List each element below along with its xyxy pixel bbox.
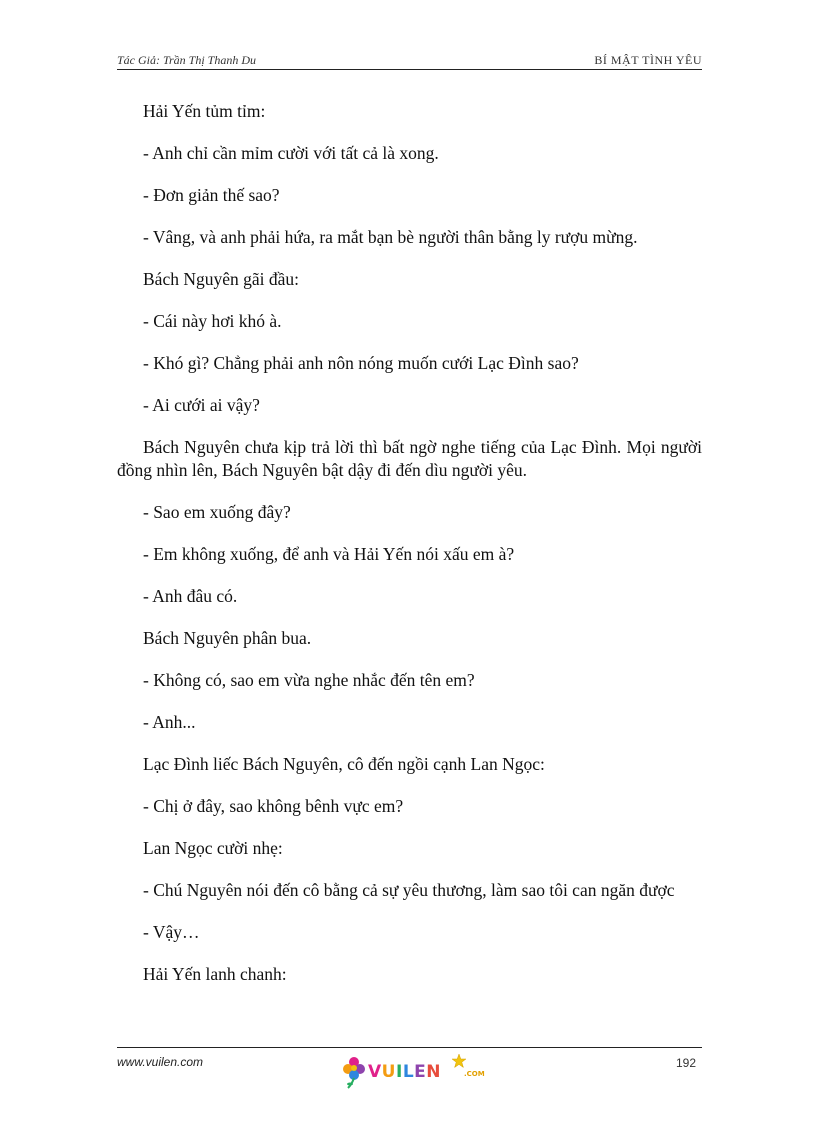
paragraph: - Cái này hơi khó à. [143, 311, 282, 331]
flower-icon [342, 1054, 366, 1090]
logo-letter: I [395, 1062, 403, 1082]
paragraph: - Không có, sao em vừa nghe nhắc đến tên em? [143, 670, 475, 690]
header-book-title: BÍ MẬT TÌNH YÊU [594, 53, 702, 67]
paragraph: Bách Nguyên chưa kịp trả lời thì bất ngờ nghe tiếng của Lạc Đình. Mọi người đồng nhìn lên, Bách Nguyên bật dậy đi đến dìu người yêu. [117, 437, 702, 480]
paragraph: - Em không xuống, để anh và Hải Yến nói xấu em à? [143, 544, 515, 564]
paragraph: - Chú Nguyên nói đến cô bằng cả sự yêu thương, làm sao tôi can ngăn được [143, 880, 675, 900]
logo-letter: N [426, 1062, 442, 1082]
paragraph: Lạc Đình liếc Bách Nguyên, cô đến ngồi cạnh Lan Ngọc: [143, 754, 545, 774]
logo-wordmark [368, 1062, 441, 1082]
paragraph: - Vậy… [143, 922, 200, 942]
paragraph: - Khó gì? Chẳng phải anh nôn nóng muốn cưới Lạc Đình sao? [143, 353, 579, 373]
paragraph: - Vâng, và anh phải hứa, ra mắt bạn bè người thân bằng ly rượu mừng. [143, 227, 638, 247]
header-author: Tác Giả: Trần Thị Thanh Du [117, 53, 257, 67]
paragraph: Lan Ngọc cười nhẹ: [143, 838, 283, 858]
logo-letter: E [414, 1062, 427, 1082]
page-header [117, 50, 702, 70]
paragraph: - Sao em xuống đây? [143, 502, 291, 522]
paragraph: Hải Yến lanh chanh: [143, 964, 287, 984]
paragraph: - Chị ở đây, sao không bênh vực em? [143, 796, 404, 816]
page-number: 192 [675, 1056, 696, 1070]
footer-divider [117, 1047, 702, 1048]
footer-website-link[interactable]: www.vuilen.com [117, 1055, 204, 1069]
page-body [117, 100, 702, 1005]
star-icon [452, 1054, 466, 1068]
paragraph: Bách Nguyên phân bua. [143, 628, 312, 648]
logo-letter: U [381, 1062, 396, 1082]
paragraph: - Ai cưới ai vậy? [143, 395, 260, 415]
logo-letter: V [368, 1062, 382, 1082]
paragraph: - Anh chỉ cần mỉm cười với tất cả là xong. [143, 143, 439, 163]
logo-letter: L [402, 1062, 415, 1082]
logo-suffix: .COM [464, 1070, 485, 1078]
paragraph: Hải Yến tủm tỉm: [143, 101, 266, 121]
paragraph: Bách Nguyên gãi đầu: [143, 269, 299, 289]
vuilen-logo [342, 1052, 492, 1094]
paragraph: - Anh đâu có. [143, 586, 238, 606]
paragraph: - Đơn giản thế sao? [143, 185, 280, 205]
paragraph: - Anh... [143, 712, 196, 732]
